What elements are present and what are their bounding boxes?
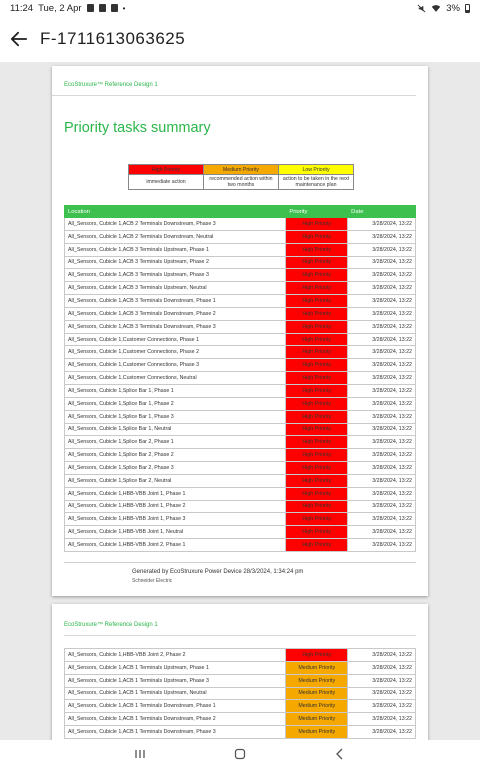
gallery-notification-icon — [99, 4, 106, 12]
date-cell: 3/28/2024, 13:22 — [348, 230, 416, 243]
table-row — [65, 384, 416, 397]
priority-cell: High Priority — [286, 449, 348, 462]
date-cell: 3/28/2024, 13:22 — [348, 346, 416, 359]
location-cell: All_Sensors, Cubicle 1,ACB 1 Terminals Downstream, Phase 1 — [65, 700, 286, 713]
date-cell: 3/28/2024, 13:22 — [348, 687, 416, 700]
column-header-location: Location — [65, 206, 286, 218]
date-cell: 3/28/2024, 13:22 — [348, 218, 416, 231]
table-row — [65, 397, 416, 410]
location-cell: All_Sensors, Cubicle 1,Customer Connections, Neutral — [65, 372, 286, 385]
page-header: EcoStruxure™ Reference Design 1 — [52, 66, 416, 96]
location-cell: All_Sensors, Cubicle 1,ACB 2 Terminals Downstream, Phase 3 — [65, 218, 286, 231]
priority-cell: High Priority — [286, 269, 348, 282]
location-cell: All_Sensors, Cubicle 1,ACB 1 Terminals Upstream, Phase 1 — [65, 661, 286, 674]
table-row — [65, 713, 416, 726]
location-cell: All_Sensors, Cubicle 1,Customer Connections, Phase 1 — [65, 333, 286, 346]
date-cell: 3/28/2024, 13:22 — [348, 513, 416, 526]
location-cell: All_Sensors, Cubicle 1,Splice Bar 1, Phase 3 — [65, 410, 286, 423]
location-cell: All_Sensors, Cubicle 1,ACB 3 Terminals Upstream, Phase 1 — [65, 243, 286, 256]
table-row — [65, 320, 416, 333]
file-notification-icon — [111, 4, 118, 12]
table-row — [65, 513, 416, 526]
nav-back-icon — [334, 748, 346, 760]
priority-cell: High Priority — [286, 282, 348, 295]
location-cell: All_Sensors, Cubicle 1,ACB 3 Terminals Downstream, Phase 1 — [65, 295, 286, 308]
location-cell: All_Sensors, Cubicle 1,HBB-VBB Joint 1, Neutral — [65, 526, 286, 539]
date-cell: 3/28/2024, 13:22 — [348, 307, 416, 320]
table-row — [65, 218, 416, 231]
navigation-bar — [0, 740, 480, 768]
priority-cell: High Priority — [286, 513, 348, 526]
location-cell: All_Sensors, Cubicle 1,Customer Connections, Phase 2 — [65, 346, 286, 359]
location-cell: All_Sensors, Cubicle 1,Customer Connections, Phase 3 — [65, 359, 286, 372]
priority-cell: High Priority — [286, 307, 348, 320]
location-cell: All_Sensors, Cubicle 1,Splice Bar 1, Phase 2 — [65, 397, 286, 410]
date-cell: 3/28/2024, 13:22 — [348, 526, 416, 539]
table-row — [65, 372, 416, 385]
location-cell: All_Sensors, Cubicle 1,ACB 3 Terminals Upstream, Neutral — [65, 282, 286, 295]
table-row — [65, 423, 416, 436]
tasks-table — [64, 648, 416, 739]
table-row — [65, 346, 416, 359]
table-row — [65, 474, 416, 487]
priority-cell: Medium Priority — [286, 687, 348, 700]
app-bar — [0, 16, 480, 62]
priority-legend — [128, 164, 354, 190]
date-cell: 3/28/2024, 13:22 — [348, 500, 416, 513]
date-cell: 3/28/2024, 13:22 — [348, 397, 416, 410]
priority-cell: High Priority — [286, 256, 348, 269]
battery-icon — [465, 4, 470, 13]
location-cell: All_Sensors, Cubicle 1,Splice Bar 1, Phase 1 — [65, 384, 286, 397]
table-row — [65, 307, 416, 320]
date-cell: 3/28/2024, 13:22 — [348, 449, 416, 462]
priority-cell: High Priority — [286, 320, 348, 333]
location-cell: All_Sensors, Cubicle 1,ACB 1 Terminals Downstream, Phase 2 — [65, 713, 286, 726]
priority-cell: High Priority — [286, 243, 348, 256]
location-cell: All_Sensors, Cubicle 1,ACB 3 Terminals Upstream, Phase 3 — [65, 269, 286, 282]
table-row — [65, 539, 416, 552]
date-cell: 3/28/2024, 13:22 — [348, 333, 416, 346]
table-row — [65, 487, 416, 500]
legend-high-desc: immediate action — [129, 175, 204, 190]
table-row — [65, 649, 416, 662]
table-row — [65, 661, 416, 674]
tasks-table — [64, 205, 416, 552]
table-row — [65, 333, 416, 346]
location-cell: All_Sensors, Cubicle 1,Splice Bar 2, Phase 3 — [65, 462, 286, 475]
location-cell: All_Sensors, Cubicle 1,Splice Bar 2, Phase 1 — [65, 436, 286, 449]
table-row — [65, 526, 416, 539]
table-row — [65, 295, 416, 308]
date-cell: 3/28/2024, 13:22 — [348, 243, 416, 256]
priority-cell: High Priority — [286, 526, 348, 539]
date-cell: 3/28/2024, 13:22 — [348, 372, 416, 385]
location-cell: All_Sensors, Cubicle 1,HBB-VBB Joint 2, Phase 2 — [65, 649, 286, 662]
back-button[interactable] — [8, 28, 30, 50]
table-row — [65, 410, 416, 423]
location-cell: All_Sensors, Cubicle 1,HBB-VBB Joint 2, Phase 1 — [65, 539, 286, 552]
table-row — [65, 500, 416, 513]
priority-cell: High Priority — [286, 372, 348, 385]
priority-cell: High Priority — [286, 384, 348, 397]
home-button[interactable] — [230, 744, 250, 764]
priority-cell: High Priority — [286, 474, 348, 487]
home-icon — [234, 748, 246, 760]
column-header-priority: Priority — [286, 206, 348, 218]
location-cell: All_Sensors, Cubicle 1,ACB 3 Terminals Upstream, Phase 2 — [65, 256, 286, 269]
table-row — [65, 256, 416, 269]
priority-cell: High Priority — [286, 346, 348, 359]
table-row — [65, 243, 416, 256]
priority-cell: High Priority — [286, 359, 348, 372]
priority-cell: High Priority — [286, 500, 348, 513]
priority-cell: Medium Priority — [286, 726, 348, 739]
legend-high: High Priority — [129, 165, 204, 175]
date-cell: 3/28/2024, 13:22 — [348, 539, 416, 552]
location-cell: All_Sensors, Cubicle 1,ACB 3 Terminals Downstream, Phase 3 — [65, 320, 286, 333]
status-time: 11:24 — [10, 2, 34, 14]
location-cell: All_Sensors, Cubicle 1,ACB 1 Terminals Upstream, Phase 3 — [65, 674, 286, 687]
notification-icon — [87, 4, 94, 12]
priority-cell: High Priority — [286, 423, 348, 436]
priority-cell: High Priority — [286, 218, 348, 231]
system-back-button[interactable] — [330, 744, 350, 764]
priority-cell: High Priority — [286, 295, 348, 308]
status-date: Tue, 2 Apr — [38, 2, 82, 14]
table-row — [65, 700, 416, 713]
date-cell: 3/28/2024, 13:22 — [348, 320, 416, 333]
priority-cell: High Priority — [286, 410, 348, 423]
location-cell: All_Sensors, Cubicle 1,Splice Bar 1, Neutral — [65, 423, 286, 436]
location-cell: All_Sensors, Cubicle 1,ACB 1 Terminals Downstream, Phase 3 — [65, 726, 286, 739]
recents-button[interactable] — [130, 744, 150, 764]
priority-cell: High Priority — [286, 649, 348, 662]
date-cell: 3/28/2024, 13:22 — [348, 436, 416, 449]
location-cell: All_Sensors, Cubicle 1,HBB-VBB Joint 1, Phase 1 — [65, 487, 286, 500]
table-row — [65, 687, 416, 700]
document-title: F-1711613063625 — [40, 29, 186, 48]
document-page-1 — [52, 66, 428, 596]
table-row — [65, 230, 416, 243]
dot-icon: • — [122, 3, 126, 13]
date-cell: 3/28/2024, 13:22 — [348, 649, 416, 662]
date-cell: 3/28/2024, 13:22 — [348, 474, 416, 487]
footer-company: Schneider Electric — [132, 578, 173, 584]
date-cell: 3/28/2024, 13:22 — [348, 487, 416, 500]
location-cell: All_Sensors, Cubicle 1,Splice Bar 2, Phase 2 — [65, 449, 286, 462]
footer-generated: Generated by EcoStruxure Power Device 28/3/2024, 1:34:24 pm — [132, 569, 304, 575]
recents-icon — [134, 748, 146, 760]
date-cell: 3/28/2024, 13:22 — [348, 256, 416, 269]
table-row — [65, 436, 416, 449]
status-bar — [0, 0, 480, 16]
page-title: Priority tasks summary — [64, 120, 211, 136]
date-cell: 3/28/2024, 13:22 — [348, 713, 416, 726]
priority-cell: Medium Priority — [286, 700, 348, 713]
table-row — [65, 462, 416, 475]
table-row — [65, 726, 416, 739]
table-row — [65, 269, 416, 282]
priority-cell: High Priority — [286, 539, 348, 552]
priority-cell: Medium Priority — [286, 661, 348, 674]
table-row — [65, 674, 416, 687]
location-cell: All_Sensors, Cubicle 1,HBB-VBB Joint 1, Phase 3 — [65, 513, 286, 526]
battery-percent: 3% — [446, 2, 460, 14]
date-cell: 3/28/2024, 13:22 — [348, 410, 416, 423]
date-cell: 3/28/2024, 13:22 — [348, 462, 416, 475]
column-header-date: Date — [348, 206, 416, 218]
location-cell: All_Sensors, Cubicle 1,ACB 3 Terminals Downstream, Phase 2 — [65, 307, 286, 320]
legend-medium-desc: recommended action within two months — [204, 175, 279, 190]
priority-cell: High Priority — [286, 436, 348, 449]
date-cell: 3/28/2024, 13:22 — [348, 726, 416, 739]
table-row — [65, 282, 416, 295]
priority-cell: High Priority — [286, 333, 348, 346]
location-cell: All_Sensors, Cubicle 1,ACB 2 Terminals Downstream, Neutral — [65, 230, 286, 243]
date-cell: 3/28/2024, 13:22 — [348, 423, 416, 436]
date-cell: 3/28/2024, 13:22 — [348, 282, 416, 295]
document-page-2 — [52, 604, 428, 740]
location-cell: All_Sensors, Cubicle 1,HBB-VBB Joint 1, Phase 2 — [65, 500, 286, 513]
priority-cell: High Priority — [286, 487, 348, 500]
location-cell: All_Sensors, Cubicle 1,Splice Bar 2, Neutral — [65, 474, 286, 487]
date-cell: 3/28/2024, 13:22 — [348, 661, 416, 674]
date-cell: 3/28/2024, 13:22 — [348, 359, 416, 372]
date-cell: 3/28/2024, 13:22 — [348, 700, 416, 713]
document-viewer[interactable] — [0, 62, 480, 740]
wifi-icon — [431, 4, 441, 13]
legend-medium: Medium Priority — [204, 165, 279, 175]
date-cell: 3/28/2024, 13:22 — [348, 674, 416, 687]
date-cell: 3/28/2024, 13:22 — [348, 295, 416, 308]
priority-cell: Medium Priority — [286, 674, 348, 687]
priority-cell: High Priority — [286, 397, 348, 410]
legend-low-desc: action to be taken in the next maintenance plan — [279, 175, 354, 190]
arrow-left-icon — [10, 30, 28, 48]
table-row — [65, 449, 416, 462]
footer-divider — [64, 562, 416, 563]
date-cell: 3/28/2024, 13:22 — [348, 269, 416, 282]
priority-cell: High Priority — [286, 462, 348, 475]
priority-cell: High Priority — [286, 230, 348, 243]
priority-cell: Medium Priority — [286, 713, 348, 726]
date-cell: 3/28/2024, 13:22 — [348, 384, 416, 397]
table-row — [65, 359, 416, 372]
page-header: EcoStruxure™ Reference Design 1 — [64, 604, 416, 636]
location-cell: All_Sensors, Cubicle 1,ACB 1 Terminals Upstream, Neutral — [65, 687, 286, 700]
legend-low: Low Priority — [279, 165, 354, 175]
mute-icon — [417, 4, 426, 13]
